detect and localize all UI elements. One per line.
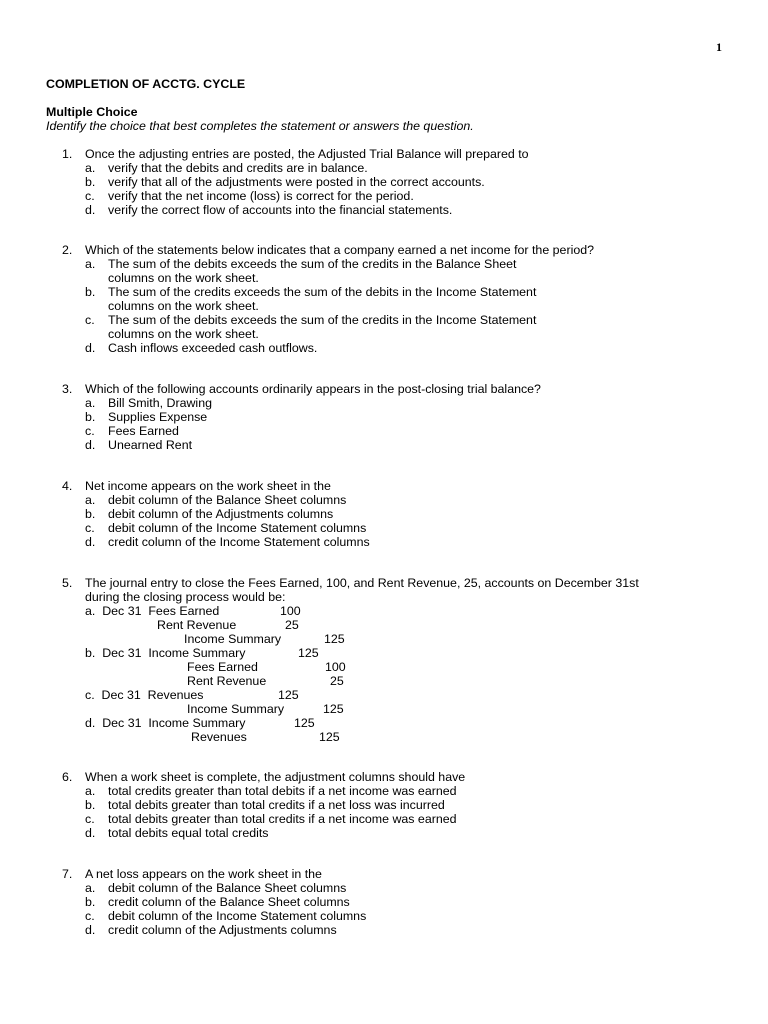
option-letter: b. <box>85 507 96 521</box>
option-letter: b. <box>85 798 96 812</box>
entry-c-credit-account: Income Summary <box>187 702 285 716</box>
question-number: 1. <box>62 147 73 161</box>
option-letter: d. <box>85 923 96 937</box>
option-b: debit column of the Adjustments columns <box>108 507 334 521</box>
option-letter: b. <box>85 175 96 189</box>
question-number: 3. <box>62 382 73 396</box>
option-letter: a. <box>85 493 96 507</box>
option-letter: a. <box>85 396 96 410</box>
option-letter: c. <box>85 424 95 438</box>
question-number: 4. <box>62 479 73 493</box>
option-c-continued: columns on the work sheet. <box>108 327 259 341</box>
option-letter: c. <box>85 812 95 826</box>
entry-b-debit-line: b. Dec 31 Income Summary <box>85 646 246 660</box>
entry-a-credit-amount: 25 <box>285 618 299 632</box>
question-stem: When a work sheet is complete, the adjustment columns should have <box>85 770 466 784</box>
question-stem: A net loss appears on the work sheet in the <box>85 867 322 881</box>
option-letter: d. <box>85 535 96 549</box>
option-c: verify that the net income (loss) is correct for the period. <box>108 189 414 203</box>
option-d: credit column of the Adjustments columns <box>108 923 337 937</box>
option-d: Unearned Rent <box>108 438 193 452</box>
option-a: debit column of the Balance Sheet columns <box>108 881 347 895</box>
entry-a-debit-amount: 100 <box>280 604 301 618</box>
question-stem-continued: during the closing process would be: <box>85 590 286 604</box>
document-title: COMPLETION OF ACCTG. CYCLE <box>46 77 246 91</box>
option-letter: a. <box>85 784 96 798</box>
option-b-continued: columns on the work sheet. <box>108 299 259 313</box>
entry-d-debit-amount: 125 <box>294 716 315 730</box>
option-d: credit column of the Income Statement columns <box>108 535 370 549</box>
option-letter: c. <box>85 189 95 203</box>
question-number: 5. <box>62 576 73 590</box>
entry-a-debit-line: a. Dec 31 Fees Earned <box>85 604 220 618</box>
section-heading: Multiple Choice <box>46 105 138 119</box>
option-letter: d. <box>85 438 96 452</box>
entry-d-debit-line: d. Dec 31 Income Summary <box>85 716 246 730</box>
option-b: total debits greater than total credits if a net loss was incurred <box>108 798 445 812</box>
option-letter: d. <box>85 341 96 355</box>
question-number: 2. <box>62 243 73 257</box>
instructions: Identify the choice that best completes the statement or answers the question. <box>46 119 474 133</box>
entry-d-credit-amount: 125 <box>319 730 340 744</box>
question-stem: The journal entry to close the Fees Earned, 100, and Rent Revenue, 25, accounts on December 31st <box>85 576 639 590</box>
entry-d-credit-account: Revenues <box>191 730 247 744</box>
option-d: verify the correct flow of accounts into the financial statements. <box>108 203 453 217</box>
option-b: Supplies Expense <box>108 410 208 424</box>
option-a: Bill Smith, Drawing <box>108 396 212 410</box>
entry-a-credit-account: Income Summary <box>184 632 282 646</box>
option-a-continued: columns on the work sheet. <box>108 271 259 285</box>
option-c: total debits greater than total credits if a net income was earned <box>108 812 457 826</box>
option-b: The sum of the credits exceeds the sum of the debits in the Income Statement <box>108 285 537 299</box>
option-b: credit column of the Balance Sheet columns <box>108 895 350 909</box>
option-letter: a. <box>85 161 96 175</box>
option-c: debit column of the Income Statement columns <box>108 909 367 923</box>
option-letter: c. <box>85 909 95 923</box>
question-stem: Which of the following accounts ordinarily appears in the post-closing trial balance? <box>85 382 541 396</box>
entry-c-debit-line: c. Dec 31 Revenues <box>85 688 204 702</box>
question-stem: Which of the statements below indicates that a company earned a net income for the period? <box>85 243 594 257</box>
option-letter: b. <box>85 410 96 424</box>
option-c: Fees Earned <box>108 424 179 438</box>
entry-a-credit-amount: 125 <box>324 632 345 646</box>
option-a: verify that the debits and credits are in balance. <box>108 161 368 175</box>
entry-c-debit-amount: 125 <box>278 688 299 702</box>
question-number: 7. <box>62 867 73 881</box>
option-letter: a. <box>85 881 96 895</box>
entry-c-credit-amount: 125 <box>323 702 344 716</box>
page-number: 1 <box>716 40 722 54</box>
option-c: debit column of the Income Statement columns <box>108 521 367 535</box>
question-stem: Net income appears on the work sheet in the <box>85 479 331 493</box>
question-stem: Once the adjusting entries are posted, the Adjusted Trial Balance will prepared to <box>85 147 529 161</box>
option-letter: b. <box>85 285 96 299</box>
option-a: total credits greater than total debits if a net income was earned <box>108 784 457 798</box>
option-a: The sum of the debits exceeds the sum of the credits in the Balance Sheet <box>108 257 517 271</box>
entry-a-credit-account: Rent Revenue <box>157 618 237 632</box>
option-a: debit column of the Balance Sheet columns <box>108 493 347 507</box>
entry-b-credit-account: Rent Revenue <box>187 674 267 688</box>
option-letter: c. <box>85 313 95 327</box>
entry-b-debit-amount: 125 <box>298 646 319 660</box>
option-d: Cash inflows exceeded cash outflows. <box>108 341 318 355</box>
option-b: verify that all of the adjustments were posted in the correct accounts. <box>108 175 485 189</box>
option-letter: a. <box>85 257 96 271</box>
entry-b-credit-account: Fees Earned <box>187 660 258 674</box>
entry-b-credit-amount: 100 <box>325 660 346 674</box>
option-letter: c. <box>85 521 95 535</box>
question-number: 6. <box>62 770 73 784</box>
entry-b-credit-amount: 25 <box>330 674 344 688</box>
option-letter: d. <box>85 826 96 840</box>
option-letter: d. <box>85 203 96 217</box>
option-letter: b. <box>85 895 96 909</box>
option-d: total debits equal total credits <box>108 826 269 840</box>
option-c: The sum of the debits exceeds the sum of the credits in the Income Statement <box>108 313 537 327</box>
